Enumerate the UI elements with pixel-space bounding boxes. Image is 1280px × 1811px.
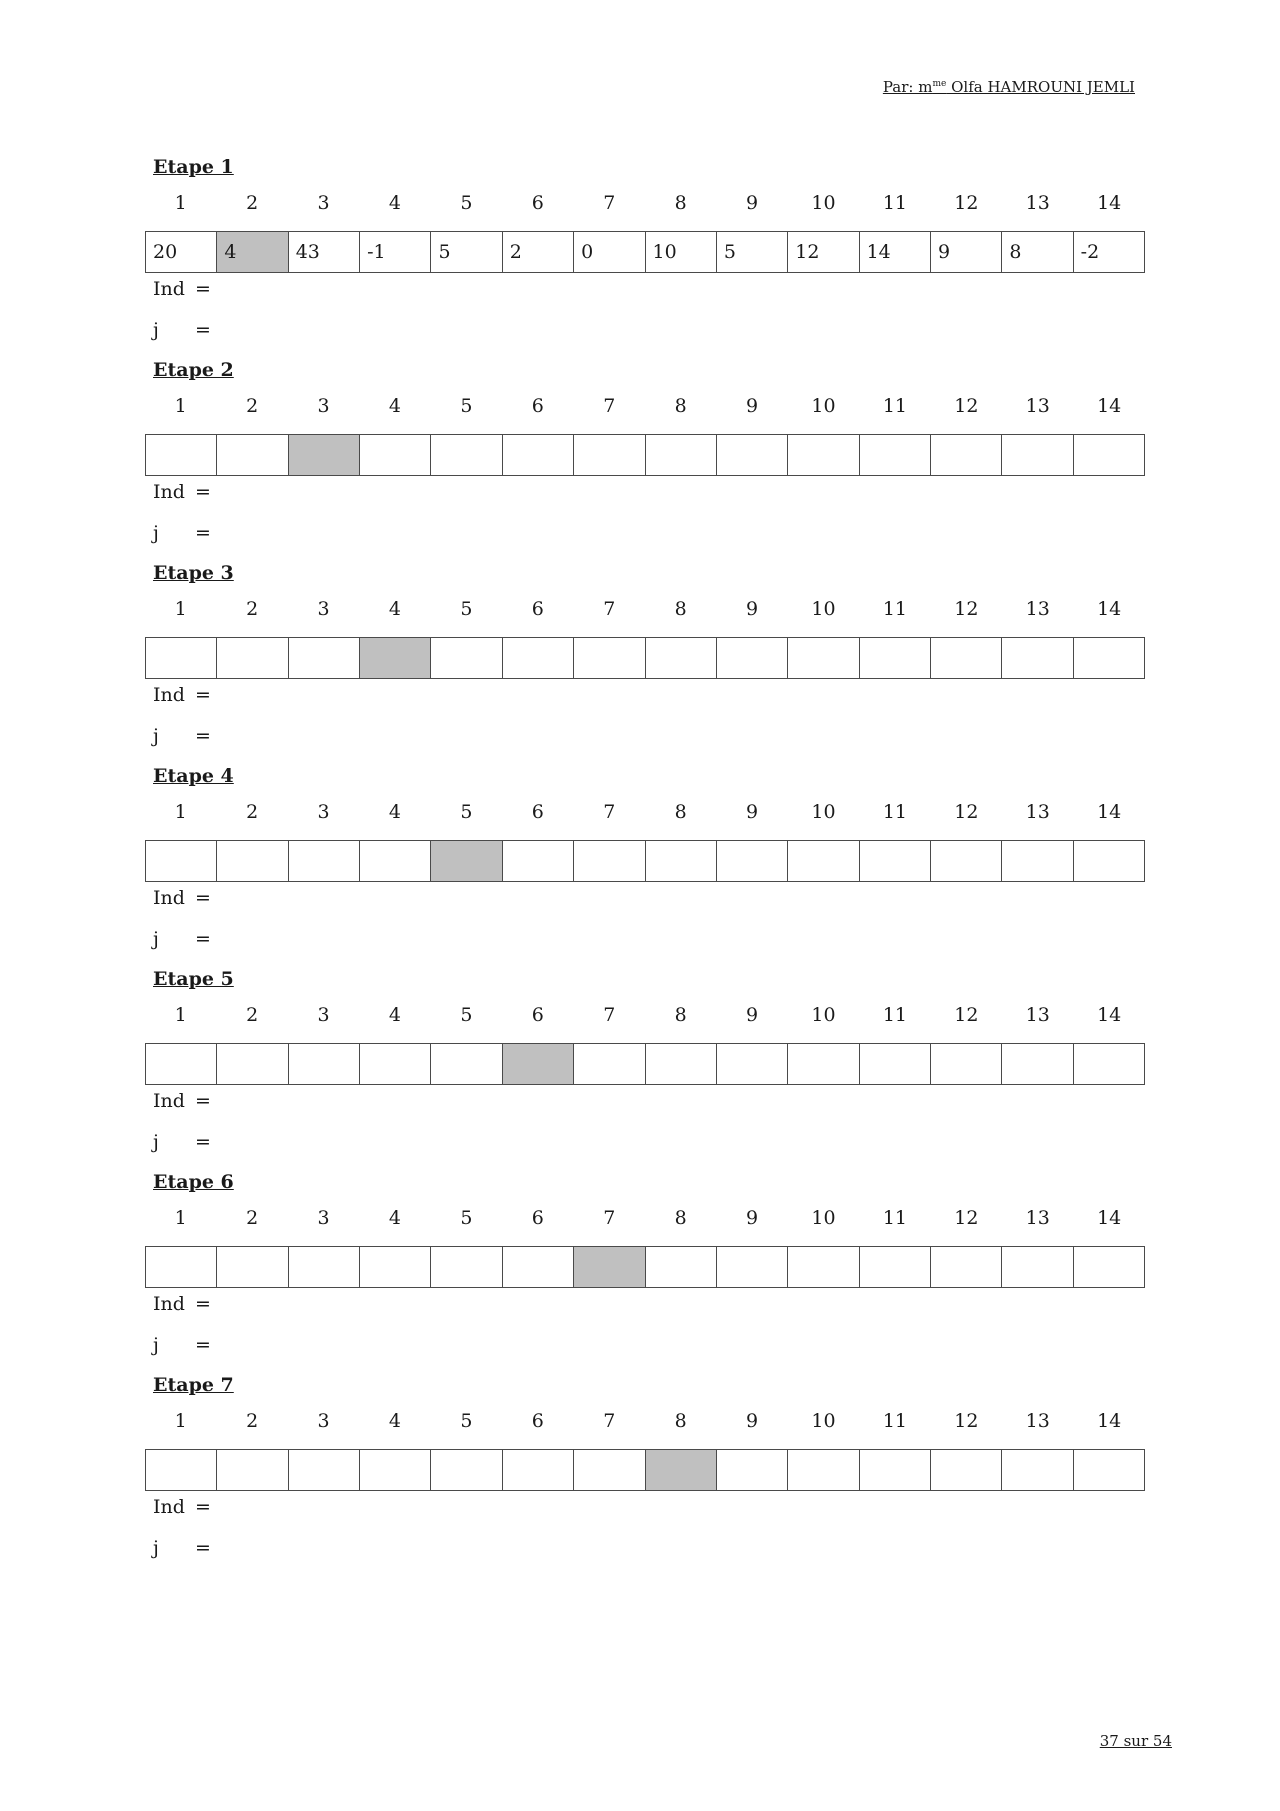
array-cell — [574, 435, 645, 475]
index-label: 12 — [954, 1410, 979, 1432]
index-label: 8 — [674, 1004, 687, 1026]
array-cell — [860, 435, 931, 475]
index-label: 3 — [317, 598, 330, 620]
index-label: 9 — [746, 395, 759, 417]
index-label: 4 — [388, 395, 402, 417]
index-label: 7 — [603, 395, 616, 417]
index-label: 11 — [882, 1207, 908, 1229]
array-cell — [646, 1247, 717, 1287]
index-label: 13 — [1025, 598, 1050, 620]
array-cell — [788, 435, 859, 475]
index-label: 6 — [531, 598, 544, 620]
array-cell — [788, 1450, 859, 1490]
index-label: 4 — [388, 1410, 402, 1432]
array-cell-highlighted — [431, 841, 502, 881]
index-label: 3 — [317, 1207, 330, 1229]
array-cell-highlighted — [574, 1247, 645, 1287]
ind-line-name: Ind — [153, 1293, 185, 1315]
array-cell: 20 — [146, 232, 217, 272]
array-row — [145, 840, 1145, 882]
array-cell — [1074, 1044, 1144, 1084]
index-label: 6 — [531, 192, 544, 214]
index-label: 7 — [603, 598, 616, 620]
index-label: 5 — [460, 1004, 473, 1026]
index-label: 5 — [460, 1207, 473, 1229]
etape-title: Etape 1 — [153, 156, 234, 178]
etape-section — [0, 1170, 1280, 1373]
array-cell — [860, 1044, 931, 1084]
array-cell — [217, 1044, 288, 1084]
index-label: 13 — [1025, 395, 1050, 417]
array-cell — [788, 1247, 859, 1287]
ind-line-equals: = — [195, 481, 211, 503]
index-label: 2 — [246, 395, 259, 417]
index-label: 4 — [388, 598, 402, 620]
index-label: 8 — [674, 801, 687, 823]
index-label: 1 — [174, 598, 187, 620]
array-cell: 14 — [860, 232, 931, 272]
array-cell — [646, 435, 717, 475]
array-cell — [217, 1450, 288, 1490]
array-cell: 12 — [788, 232, 859, 272]
ind-line-equals: = — [195, 1090, 211, 1112]
index-label: 5 — [460, 395, 473, 417]
array-row — [145, 1449, 1145, 1491]
index-label: 12 — [954, 1004, 979, 1026]
array-cell — [503, 638, 574, 678]
page-header-author — [883, 78, 1135, 96]
index-label: 5 — [460, 598, 473, 620]
array-cell — [431, 1044, 502, 1084]
index-label: 3 — [317, 395, 330, 417]
index-row — [145, 394, 1145, 418]
index-row — [145, 800, 1145, 824]
array-cell: -1 — [360, 232, 431, 272]
ind-line-name: Ind — [153, 887, 185, 909]
index-label: 3 — [317, 192, 330, 214]
array-cell — [717, 1450, 788, 1490]
array-cell — [931, 1247, 1002, 1287]
index-label: 11 — [882, 801, 908, 823]
j-line-equals: = — [195, 928, 211, 950]
index-label: 4 — [388, 801, 402, 823]
j-line-name: j — [153, 1537, 159, 1559]
index-label: 10 — [811, 1004, 836, 1026]
j-line-equals: = — [195, 522, 211, 544]
ind-line-name: Ind — [153, 1090, 185, 1112]
index-label: 14 — [1097, 1410, 1122, 1432]
array-cell — [717, 435, 788, 475]
ind-line-equals: = — [195, 1496, 211, 1518]
array-cell — [360, 1247, 431, 1287]
index-label: 11 — [882, 395, 908, 417]
index-label: 9 — [746, 192, 759, 214]
array-cell — [289, 1044, 360, 1084]
index-label: 2 — [246, 801, 259, 823]
array-cell — [860, 1247, 931, 1287]
j-line-equals: = — [195, 725, 211, 747]
ind-line — [153, 683, 211, 707]
index-label: 8 — [674, 395, 687, 417]
array-cell — [289, 638, 360, 678]
array-cell — [217, 638, 288, 678]
index-label: 1 — [174, 192, 187, 214]
author-prefix-sup: me — [932, 79, 947, 89]
index-label: 12 — [954, 598, 979, 620]
array-cell — [1002, 841, 1073, 881]
array-row — [145, 637, 1145, 679]
array-cell — [788, 638, 859, 678]
array-cell — [1074, 638, 1144, 678]
ind-line — [153, 1292, 211, 1316]
index-row — [145, 1206, 1145, 1230]
array-cell — [289, 841, 360, 881]
array-cell — [646, 841, 717, 881]
array-cell — [646, 1044, 717, 1084]
array-cell: 8 — [1002, 232, 1073, 272]
index-label: 5 — [460, 801, 473, 823]
array-cell — [146, 1247, 217, 1287]
ind-line — [153, 1089, 211, 1113]
index-label: 3 — [317, 1410, 330, 1432]
etape-section — [0, 358, 1280, 561]
array-cell — [788, 841, 859, 881]
array-cell — [503, 1450, 574, 1490]
index-label: 2 — [246, 598, 259, 620]
index-label: 2 — [246, 192, 259, 214]
index-label: 1 — [174, 1410, 187, 1432]
index-label: 10 — [811, 1207, 836, 1229]
ind-line-equals: = — [195, 684, 211, 706]
index-label: 7 — [603, 1207, 616, 1229]
array-cell — [360, 841, 431, 881]
index-label: 6 — [531, 1004, 544, 1026]
j-line — [153, 927, 211, 951]
array-cell — [1074, 435, 1144, 475]
array-cell: 5 — [431, 232, 502, 272]
j-line-name: j — [153, 522, 159, 544]
array-cell — [931, 638, 1002, 678]
index-label: 12 — [954, 192, 979, 214]
array-cell-highlighted — [503, 1044, 574, 1084]
index-label: 8 — [674, 192, 687, 214]
index-label: 7 — [603, 801, 616, 823]
index-label: 10 — [811, 1410, 836, 1432]
index-label: 11 — [882, 1004, 908, 1026]
j-line-equals: = — [195, 1334, 211, 1356]
author-name: Olfa HAMROUNI JEMLI — [946, 78, 1135, 96]
array-row — [145, 1246, 1145, 1288]
array-cell — [146, 1450, 217, 1490]
array-cell — [360, 1044, 431, 1084]
array-cell — [360, 1450, 431, 1490]
index-label: 11 — [882, 598, 908, 620]
index-label: 1 — [174, 395, 187, 417]
index-label: 7 — [603, 192, 616, 214]
index-label: 7 — [603, 1004, 616, 1026]
j-line — [153, 521, 211, 545]
array-cell — [1074, 1247, 1144, 1287]
j-line-name: j — [153, 1334, 159, 1356]
array-cell — [1002, 1247, 1073, 1287]
index-label: 6 — [531, 1410, 544, 1432]
index-label: 2 — [246, 1410, 259, 1432]
etape-title: Etape 6 — [153, 1171, 234, 1193]
author-prefix: Par: m — [882, 78, 933, 96]
index-label: 1 — [174, 1004, 187, 1026]
ind-line — [153, 277, 211, 301]
array-cell: 2 — [503, 232, 574, 272]
j-line — [153, 724, 211, 748]
index-label: 7 — [603, 1410, 616, 1432]
array-row — [145, 231, 1145, 273]
etape-section — [0, 764, 1280, 967]
array-cell — [431, 1450, 502, 1490]
array-cell: 43 — [289, 232, 360, 272]
array-cell — [503, 1247, 574, 1287]
index-label: 3 — [317, 801, 330, 823]
j-line-name: j — [153, 1131, 159, 1153]
index-label: 4 — [388, 192, 402, 214]
array-cell — [574, 1450, 645, 1490]
j-line-name: j — [153, 928, 159, 950]
index-label: 8 — [674, 598, 687, 620]
array-cell — [574, 1044, 645, 1084]
index-label: 13 — [1025, 1410, 1050, 1432]
index-label: 2 — [246, 1207, 259, 1229]
index-label: 13 — [1025, 801, 1050, 823]
index-row — [145, 1003, 1145, 1027]
array-cell — [503, 841, 574, 881]
index-row — [145, 1409, 1145, 1433]
array-cell — [1002, 435, 1073, 475]
index-label: 9 — [746, 1207, 759, 1229]
ind-line — [153, 480, 211, 504]
index-label: 9 — [746, 1004, 759, 1026]
array-cell — [717, 1247, 788, 1287]
index-label: 1 — [174, 1207, 187, 1229]
array-cell — [217, 841, 288, 881]
array-cell — [931, 435, 1002, 475]
array-cell: 9 — [931, 232, 1002, 272]
index-label: 6 — [531, 1207, 544, 1229]
index-row — [145, 191, 1145, 215]
array-cell — [860, 638, 931, 678]
j-line — [153, 1130, 211, 1154]
index-label: 13 — [1025, 1004, 1050, 1026]
ind-line — [153, 886, 211, 910]
index-label: 14 — [1097, 395, 1122, 417]
etape-title: Etape 5 — [153, 968, 234, 990]
j-line-equals: = — [195, 1131, 211, 1153]
index-label: 6 — [531, 801, 544, 823]
array-cell — [717, 638, 788, 678]
array-cell-highlighted — [289, 435, 360, 475]
array-cell — [717, 1044, 788, 1084]
index-label: 9 — [746, 1410, 759, 1432]
index-label: 10 — [811, 395, 836, 417]
array-cell — [431, 638, 502, 678]
j-line-name: j — [153, 319, 159, 341]
array-cell — [574, 638, 645, 678]
array-cell — [646, 638, 717, 678]
array-cell: 0 — [574, 232, 645, 272]
index-row — [145, 597, 1145, 621]
index-label: 3 — [317, 1004, 330, 1026]
etape-title: Etape 2 — [153, 359, 234, 381]
etape-section — [0, 1373, 1280, 1576]
j-line-name: j — [153, 725, 159, 747]
array-cell: 10 — [646, 232, 717, 272]
array-row — [145, 434, 1145, 476]
etape-title: Etape 3 — [153, 562, 234, 584]
index-label: 14 — [1097, 801, 1122, 823]
index-label: 6 — [531, 395, 544, 417]
etape-section — [0, 155, 1280, 358]
array-cell — [1074, 1450, 1144, 1490]
index-label: 1 — [174, 801, 187, 823]
index-label: 5 — [460, 1410, 473, 1432]
array-cell — [931, 1450, 1002, 1490]
array-cell — [217, 1247, 288, 1287]
array-cell — [503, 435, 574, 475]
j-line-equals: = — [195, 1537, 211, 1559]
array-cell — [289, 1450, 360, 1490]
ind-line — [153, 1495, 211, 1519]
array-cell — [431, 1247, 502, 1287]
ind-line-name: Ind — [153, 481, 185, 503]
array-cell-highlighted — [360, 638, 431, 678]
index-label: 13 — [1025, 1207, 1050, 1229]
array-cell — [574, 841, 645, 881]
array-cell — [717, 841, 788, 881]
index-label: 13 — [1025, 192, 1050, 214]
array-cell — [146, 638, 217, 678]
array-cell — [146, 435, 217, 475]
etape-title: Etape 4 — [153, 765, 234, 787]
ind-line-name: Ind — [153, 1496, 185, 1518]
index-label: 9 — [746, 801, 759, 823]
array-cell — [146, 1044, 217, 1084]
index-label: 12 — [954, 801, 979, 823]
index-label: 4 — [388, 1004, 402, 1026]
j-line-equals: = — [195, 319, 211, 341]
array-cell — [431, 435, 502, 475]
index-label: 12 — [954, 1207, 979, 1229]
page-number: 37 sur 54 — [1099, 1732, 1172, 1750]
array-cell: -2 — [1080, 241, 1100, 263]
array-cell: 5 — [717, 232, 788, 272]
index-label: 10 — [811, 801, 836, 823]
array-cell — [1002, 638, 1073, 678]
etape-section — [0, 967, 1280, 1170]
array-cell — [1002, 1450, 1073, 1490]
array-cell — [289, 1247, 360, 1287]
ind-line-equals: = — [195, 278, 211, 300]
index-label: 10 — [811, 598, 836, 620]
array-cell — [1074, 841, 1144, 881]
array-cell — [146, 841, 217, 881]
array-cell — [860, 1450, 931, 1490]
index-label: 14 — [1097, 192, 1122, 214]
index-label: 11 — [882, 192, 908, 214]
array-cell-highlighted: 4 — [217, 232, 288, 272]
etape-title: Etape 7 — [153, 1374, 234, 1396]
array-row — [145, 1043, 1145, 1085]
ind-line-name: Ind — [153, 684, 185, 706]
array-cell — [217, 435, 288, 475]
array-cell — [1002, 1044, 1073, 1084]
index-label: 9 — [746, 598, 759, 620]
index-label: 10 — [811, 192, 836, 214]
array-cell — [931, 1044, 1002, 1084]
ind-line-equals: = — [195, 1293, 211, 1315]
ind-line-equals: = — [195, 887, 211, 909]
ind-line-name: Ind — [153, 278, 185, 300]
array-cell — [360, 435, 431, 475]
j-line — [153, 1333, 211, 1357]
array-cell — [788, 1044, 859, 1084]
index-label: 8 — [674, 1410, 687, 1432]
array-cell — [931, 841, 1002, 881]
index-label: 4 — [388, 1207, 402, 1229]
index-label: 8 — [674, 1207, 687, 1229]
index-label: 5 — [460, 192, 473, 214]
index-label: 12 — [954, 395, 979, 417]
array-cell-highlighted — [646, 1450, 717, 1490]
index-label: 11 — [882, 1410, 908, 1432]
j-line — [153, 318, 211, 342]
index-label: 14 — [1097, 598, 1122, 620]
etape-section — [0, 561, 1280, 764]
j-line — [153, 1536, 211, 1560]
index-label: 2 — [246, 1004, 259, 1026]
array-cell — [860, 841, 931, 881]
index-label: 14 — [1097, 1004, 1122, 1026]
index-label: 14 — [1097, 1207, 1122, 1229]
